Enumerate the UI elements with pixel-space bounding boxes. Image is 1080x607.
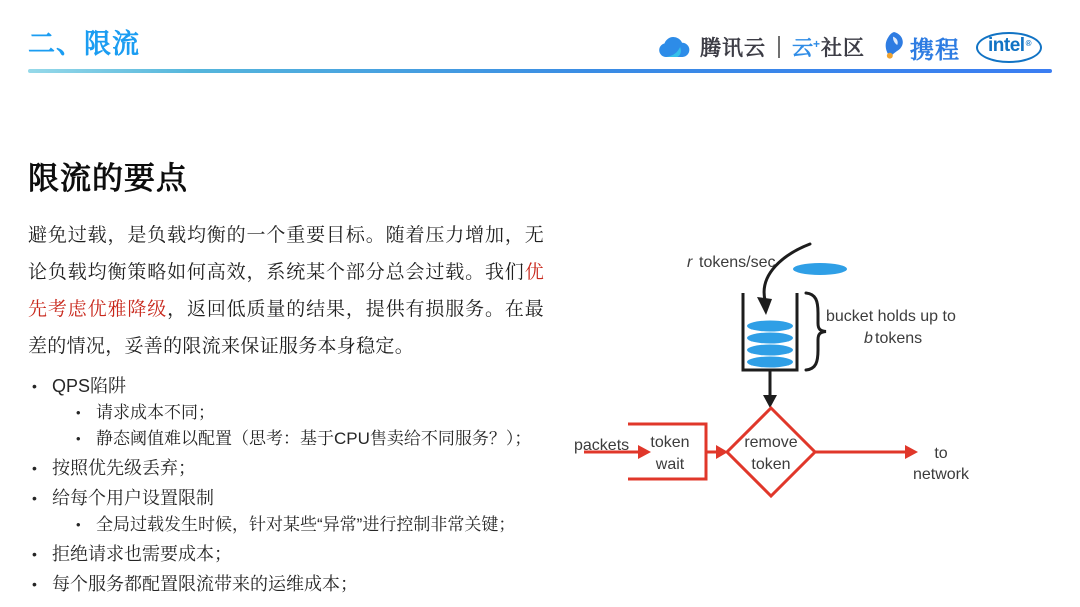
paragraph-highlight: 优先考虑优雅降级	[28, 262, 544, 320]
intel-logo	[976, 32, 1042, 63]
list-item: • 按照优先级丢弃；	[30, 457, 570, 480]
packets-label: packets	[574, 437, 630, 454]
list-item: • 每个服务都配置限流带来的运维成本；	[30, 573, 570, 596]
community-label: 社区	[821, 37, 866, 60]
paragraph-text: ，返回低质量的结果，提供有损服务。在最差的情况，妥善的限流来保证服务本身稳定。	[28, 299, 544, 357]
to-network-arrowhead	[905, 445, 918, 459]
capacity-variable-label: b	[864, 330, 873, 347]
list-item: • 给每个用户设置限制	[30, 487, 570, 510]
cloud-community-wordmark	[792, 32, 865, 62]
token-drop-arrowhead	[757, 297, 772, 315]
logo-separator	[778, 36, 780, 58]
registered-mark: ®	[1025, 38, 1031, 48]
bucket-token	[747, 321, 793, 332]
capacity-unit-label: tokens	[875, 330, 923, 347]
list-item: • 拒绝请求也需要成本；	[30, 543, 570, 566]
ctrip-logo	[881, 30, 960, 65]
list-item: • 请求成本不同；	[30, 402, 570, 424]
brace	[806, 293, 826, 370]
network-label-line2: network	[912, 466, 970, 483]
section-title: 二、限流	[28, 29, 140, 59]
rate-variable-label: r	[687, 254, 693, 271]
list-item: • QPS陷阱	[30, 375, 570, 398]
ctrip-dolphin-icon	[881, 30, 907, 65]
queue-label-line2: wait	[655, 456, 685, 473]
tencent-cloud-wordmark: 腾讯云	[700, 37, 767, 60]
bucket-out-arrowhead	[763, 395, 777, 408]
intel-wordmark: intel	[988, 34, 1025, 56]
list-item: • 全局过载发生时候，针对某些“异常”进行控制非常关键；	[30, 514, 570, 536]
incoming-token	[793, 263, 847, 275]
network-label-line1: to	[934, 445, 948, 462]
header-divider	[28, 69, 1052, 73]
diamond-label-line2: token	[751, 456, 791, 473]
remove-token-diamond	[727, 408, 815, 496]
page-title: 限流的要点	[28, 160, 188, 196]
plus-glyph: +	[813, 37, 821, 51]
bucket-token	[747, 333, 793, 344]
paragraph-text: 避免过载，是负载均衡的一个重要目标。随着压力增加，无论负载均衡策略如何高效，系统某个部分总会过载。我们	[28, 225, 544, 283]
bucket-token	[747, 357, 793, 368]
rate-label: tokens/sec	[699, 254, 776, 271]
bullet-list	[30, 368, 570, 596]
bucket-token	[747, 345, 793, 356]
cloud-plus-glyph: 云	[790, 37, 815, 60]
diamond-label-line1: remove	[744, 434, 798, 451]
intro-paragraph	[28, 217, 544, 365]
token-bucket-diagram	[560, 230, 1020, 510]
queue-label-line1: token	[650, 434, 690, 451]
ctrip-wordmark: 携程	[910, 36, 961, 64]
tencent-cloud-icon	[656, 35, 690, 60]
packets-arrowhead	[638, 445, 651, 459]
list-item: • 静态阈值难以配置（思考：基于CPU售卖给不同服务？）；	[30, 428, 570, 450]
bucket-capacity-label: bucket holds up to	[826, 308, 956, 325]
partner-logos	[656, 30, 1042, 64]
